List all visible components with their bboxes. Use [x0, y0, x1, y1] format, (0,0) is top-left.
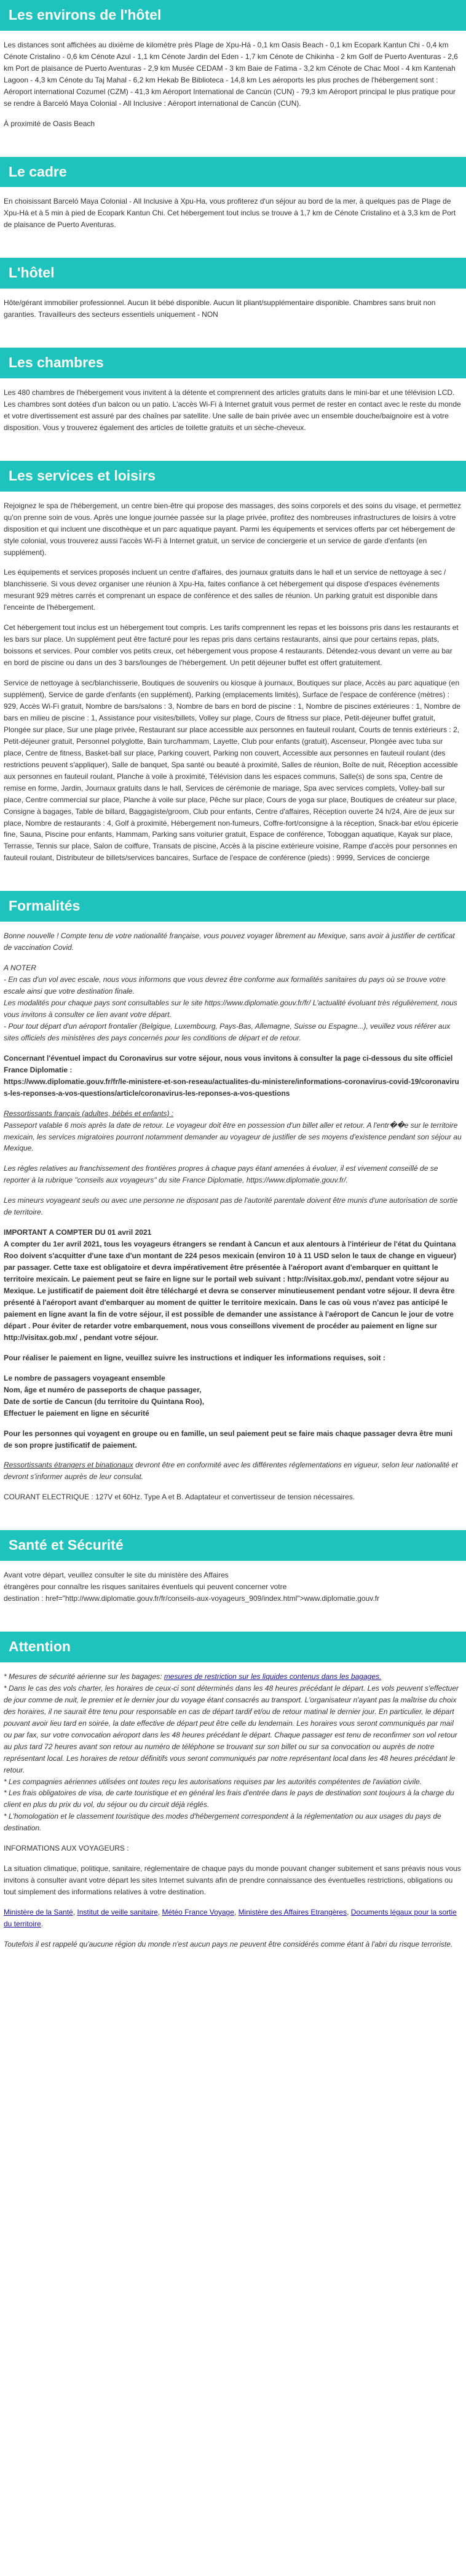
link-separator: ,	[73, 1908, 77, 1917]
link-end: .	[41, 1920, 44, 1929]
section-title-hotel: L'hôtel	[0, 258, 466, 289]
affaires-etrangeres-link[interactable]: Ministère des Affaires Etrangères	[238, 1908, 347, 1917]
section-title-services: Les services et loisirs	[0, 461, 466, 492]
environs-nearby: À proximité de Oasis Beach	[4, 119, 95, 128]
section-formalites	[0, 891, 466, 1503]
section-attention	[0, 1632, 466, 1950]
attention-charter: * Dans le cas des vols charter, les horaires de ceux-ci sont déterminés dans les 48 heures précédant le départ. Les vols peuvent s'effectuer de jour comme de nuit, le premier et le dernier jour du voyage étant consacrés au transport. L'organisateur n'ayant pas la maîtrise du choix des horaires, il ne saurait être tenu pour responsable en cas de départ tardif et/ou de retour matinal le dernier jour. En particulier, le départ pouvant avoir lieu tard en soirée, la date effective de départ peut être celle du lendemain. Les horaires vous seront communiqués par mail ou par fax, sur votre convocation aéroport dans les 48 heures précédant le départ. Chaque passager est tenu de reconfirmer son vol retour au plus tard 72 heures avant son retour au numéro de téléphone se trouvant sur son billet ou sur sa convocation ou auprès de notre représentant local. Les horaires de retour définitifs vous seront communiqués par notre représentant local dans les 48 heures précédant le retour.	[4, 1683, 459, 1774]
link-separator: ,	[157, 1908, 162, 1917]
documents-legaux-link[interactable]: Documents légaux pour la sortie du territoire	[4, 1908, 457, 1929]
attention-classification: * L'homologation et le classement touristique des modes d'hébergement correspondent à la réglementation ou aux usages du pays de destination.	[4, 1812, 441, 1833]
section-chambres	[0, 348, 466, 434]
section-title-cadre: Le cadre	[0, 157, 466, 188]
meteo-france-link[interactable]: Météo France Voyage	[162, 1908, 234, 1917]
services-spa: Rejoignez le spa de l'hébergement, un centre bien-être qui propose des massages, des soins corporels et des soins du visage, et permettez qu'on prenne soin de vous. Après une longue journée passée sur la plage privée, profitez des nombreuses infrastructures de loisirs à votre disposition et qui incluent une discothèque et un parc aquatique payant. Parmi les équipements et services offerts par cet hébergement de style colonial, vous trouverez aussi l'accès Wi-Fi à Internet gratuit, un service de conciergerie et un service de garde d'enfants (en supplément).	[4, 501, 462, 557]
formalites-coronavirus: Concernant l'éventuel impact du Coronavirus sur votre séjour, nous vous invitons à consulter la page ci-dessous du site officiel France Diplomatie :	[4, 1053, 453, 1074]
hotel-text: Hôte/gérant immobilier professionnel. Aucun lit bébé disponible. Aucun lit pliant/supplémentaire disponible. Chambres sans bruit non garanties. Travailleurs des secteurs essentiels uniquement - NON	[4, 298, 436, 319]
attention-links	[4, 1907, 462, 1930]
formalites-nationals-heading: Ressortissants français (adultes, bébés et enfants) :	[4, 1109, 174, 1118]
formalites-payment-intro: Pour réaliser le paiement en ligne, veuillez suivre les instructions et indiquer les informations requises, soit :	[4, 1353, 385, 1362]
section-title-sante: Santé et Sécurité	[0, 1530, 466, 1561]
link-separator: ,	[347, 1908, 351, 1917]
formalites-foreigners-label: Ressortissants étrangers et binationaux	[4, 1461, 133, 1470]
veille-sanitaire-link[interactable]: Institut de veille sanitaire	[77, 1908, 158, 1917]
attention-baggage	[4, 1671, 462, 1683]
formalites-note-escale: - En cas d'un vol avec escale, nous vous informons que vous devrez être conforme aux formalités sanitaires du pays où se trouve votre escale ainsi que votre destination finale.	[4, 975, 446, 996]
attention-info-text: La situation climatique, politique, sanitaire, réglementaire de chaque pays du monde pouvant changer subitement et sans préavis nous vous invitons à consulter avant votre départ les sites Internet suivants afin de prendre connaissance des éventuelles restrictions, obligations ou tout simplement des informations relatives à votre destination.	[4, 1864, 461, 1897]
services-amenities-list: Service de nettoyage à sec/blanchisserie, Boutiques de souvenirs ou kiosque à journaux, Boutiques sur place, Accès au parc aquatique (en supplément), Service de garde d'enfants (en supplément), Parking (emplacements limités), Surface de l'espace de conférence (mètres) : 929, Accès Wi-Fi gratuit, Nombre de bars/salons : 3, Nombre de bars en bord de piscine : 1, Nombre de piscines extérieures : 1, Nombre de bars en milieu de piscine : 1, Assistance pour visites/billets, Volley sur plage, Cours de fitness sur place, Petit-déjeuner buffet gratuit, Plongée sur place, Sur une plage privée, Restaurant sur place accessible aux personnes en fauteuil roulant, Courts de tennis extérieurs : 2, Petit-déjeuner gratuit, Personnel polyglotte, Bain turc/hammam, Layette, Club pour enfants (gratuit), Ascenseur, Plongée avec tuba sur place, Centre de fitness, Basket-ball sur place, Parking couvert, Parking non couvert, Accessible aux personnes en fauteuil roulant (des restrictions peuvent s'appliquer), Salle de banquet, Spa santé ou beauté à proximité, Salles de réunion, Boîte de nuit, Réception accessible aux personnes en fauteuil roulant, Planche à voile à proximité, Télévision dans les espaces communs, Salle(s) de sons spa, Centre de remise en forme, Jardin, Journaux gratuits dans le hall, Services de cérémonie de mariage, Spa avec services complets, Volley-ball sur place, Centre commercial sur place, Planche à voile sur place, Pêche sur place, Cours de yoga sur place, Boutiques de créateur sur place, Consigne à bagages, Table de billard, Baggagiste/groom, Club pour enfants, Centre d'affaires, Réception ouverte 24 h/24, Aire de jeux sur place, Nombre de restaurants : 4, Golf à proximité, Hébergement non-fumeurs, Coffre-fort/consigne à la réception, Snack-bar et/ou épicerie fine, Sauna, Piscine pour enfants, Hammam, Parking sans voiturier gratuit, Espace de conférence, Toboggan aquatique, Kayak sur place, Terrasse, Tennis sur place, Salon de coiffure, Transats de piscine, Accès à la piscine extérieure voisine, Rampe d'accès pour personnes en fauteuil roulant, Distributeur de billets/services bancaires, Surface de l'espace de conférence (pieds) : 9999, Services de concierge	[4, 679, 461, 863]
attention-info-heading: INFORMATIONS AUX VOYAGEURS :	[4, 1844, 129, 1853]
formalites-minors: Les mineurs voyageant seuls ou avec une personne ne disposant pas de l'autorité parentale doivent être munis d'une autorisation de sortie de territoire.	[4, 1196, 458, 1217]
section-title-formalites: Formalités	[0, 891, 466, 922]
formalites-electricity: COURANT ELECTRIQUE : 127V et 60Hz. Type A et B. Adaptateur et convertisseur de tension nécessaires.	[4, 1493, 355, 1502]
services-all-inclusive: Cet hébergement tout inclus est un hébergement tout compris. Les tarifs comprennent les repas et les boissons pris dans les restaurants et les bars sur place. Un supplément peut être facturé pour les repas pris dans certains restaurants, ainsi que pour certains repas, plats, boissons et services. Pour combler vos petits creux, cet hébergement vous propose 4 restaurants. Détendez-vous devant un verre au bar en bord de piscine ou dans un des 3 bars/lounges de l'hébergement. Un petit déjeuner buffet est offert gratuitement.	[4, 623, 459, 668]
link-separator: ,	[234, 1908, 239, 1917]
formalites-note-frontalier: - Pour tout départ d'un aéroport frontalier (Belgique, Luxembourg, Pays-Bas, Allemagne, Suisse ou Espagne...), veuillez vous référer aux sites officiels des ministères des pays concernés pour les conditions de départ et de retour.	[4, 1021, 451, 1042]
section-sante	[0, 1530, 466, 1605]
formalites-foreigners-text: devront être en conformité avec les différentes réglementations en vigueur, selon leur nationalité et devront s'informer auprès de leur consulat.	[4, 1461, 458, 1481]
attention-terrorism: Toutefois il est rappelé qu'aucune région du monde n'est aucun pays ne peuvent être considérés comme étant à l'abri du risque terroriste.	[4, 1940, 453, 1949]
formalites-foreigners	[4, 1459, 462, 1483]
formalites-group-payment: Pour les personnes qui voyagent en groupe ou en famille, un seul paiement peut se faire mais chaque passager devra être muni de son propre justificatif de paiement.	[4, 1429, 453, 1449]
sante-text: Avant votre départ, veuillez consulter le site du ministère des Affaires étrangères pour connaître les risques sanitaires éventuels qui peuvent concerner votre destination : href="http://www.diplomatie.gouv.fr/fr/conseils-aux-voyageurs_909/index.html">www.diplomatie.gouv.fr	[4, 1571, 380, 1603]
services-business: Les équipements et services proposés incluent un centre d'affaires, des journaux gratuits dans le hall et un service de nettoyage à sec / blanchisserie. Si vous devez organiser une réunion à Xpu-Ha, faites confiance à cet hébergement qui dispose d'espaces événements mesurant 929 mètres carrés et comprenant un espace de conférence et des salles de réunion. Un parking gratuit est disponible dans l'enceinte de l'hébergement.	[4, 568, 446, 612]
section-title-environs: Les environs de l'hôtel	[0, 0, 466, 31]
ministere-sante-link[interactable]: Ministère de la Santé	[4, 1908, 73, 1917]
formalites-note-heading: A NOTER	[4, 963, 36, 973]
formalites-visitax: IMPORTANT A COMPTER DU 01 avril 2021 A compter du 1er avril 2021, tous les voyageurs étrangers se rendant à Cancun et aux alentours à l'intérieur de l'état du Quintana Roo doivent s'acquitter d'une taxe d'un montant de 224 pesos mexicain (environ 10 à 11 USD selon le taux de change en vigueur) par passager. Cette taxe est obligatoire et devra impérativement être présentée à l'aéroport avant d'embarquer en quittant le territoire mexicain. Le paiement peut se faire en ligne sur le portail web suivant : http://visitax.gob.mx/, pendant votre séjour au Mexique. Le justificatif de paiement doit être téléchargé et devra se conserver minutieusement pendant votre séjour. Il devra être présenté à l'aéroport avant d'embarquer au moment de quitter le territoire mexicain. Dans le cas où vous n'avez pas anticipé le paiement en ligne avant la fin de votre séjour, il est possible de demander une assistance à l'aéroport de Cancun le jour de votre départ . Pour éviter de retarder votre embarquement, nous vous conseillons vivement de procéder au paiement en ligne sur http://visitax.gob.mx/ , pendant votre séjour.	[4, 1228, 457, 1342]
formalites-passport: Passeport valable 6 mois après la date de retour. Le voyageur doit être en possession d'un billet aller et retour. A l'entr��e sur le territoire mexicain, les services migratoires pourront notamment demander au voyageur de justifier de ses moyens d'existence pendant son séjour au Mexique.	[4, 1120, 462, 1153]
section-hotel	[0, 258, 466, 321]
section-services	[0, 461, 466, 864]
liquids-restriction-link[interactable]: mesures de restriction sur les liquides contenus dans les bagages.	[164, 1672, 382, 1681]
formalites-payment-steps: Le nombre de passagers voyageant ensemble Nom, âge et numéro de passeports de chaque passager, Date de sortie de Cancun (du territoire du Quintana Roo), Effectuer le paiement en ligne en sécurité	[4, 1373, 205, 1418]
formalites-note-modalites: Les modalités pour chaque pays sont consultables sur le site https://www.diplomatie.gouv.fr/fr/ L'actualité évoluant très régulièrement, nous vous invitons à consulter ce lien avant votre départ.	[4, 999, 457, 1019]
cadre-text: En choisissant Barceló Maya Colonial - All Inclusive à Xpu-Ha, vous profiterez d'un séjour au bord de la mer, à quelques pas de Plage de Xpu-Há et à 5 min à pied de Ecopark Kantun Chi. Cet hébergement tout inclus se trouve à 1,7 km de Cénote Cristalino et à 3,3 km de Port de plaisance de Puerto Aventuras.	[4, 197, 456, 229]
section-environs	[0, 0, 466, 130]
section-title-chambres: Les chambres	[0, 348, 466, 378]
section-cadre	[0, 157, 466, 231]
formalites-good-news: Bonne nouvelle ! Compte tenu de votre nationalité française, vous pouvez voyager librement au Mexique, sans avoir à justifier de certificat de vaccination Covid.	[4, 931, 455, 952]
chambres-text: Les 480 chambres de l'hébergement vous invitent à la détente et comprennent des articles gratuits dans le mini-bar et une télévision LCD. Les chambres sont dotées d'un balcon ou un patio. L'accès Wi-Fi à Internet gratuit vous permet de rester en contact avec le reste du monde et votre divertissement est assuré par des chaînes par satellite. Une salle de bain privée avec un ensemble douche/baignoire est à votre disposition. Vous y trouverez également des articles de toilette gratuits et un sèche-cheveux.	[4, 388, 461, 432]
attention-fees: * Les frais obligatoires de visa, de carte touristique et en général les frais d'entrée dans le pays de destination sont toujours à la charge du client en plus du prix du vol, du séjour ou du circuit déjà réglés.	[4, 1788, 454, 1809]
attention-baggage-label: * Mesures de sécurité aérienne sur les bagages:	[4, 1672, 164, 1681]
attention-airlines: * Les compagnies aériennes utilisées ont toutes reçu les autorisations requises par les autorités compétentes de l'aviation civile.	[4, 1777, 422, 1786]
formalites-rules: Les règles relatives au franchissement des frontières propres à chaque pays étant amenées à évoluer, il est vivement conseillé de se reporter à la rubrique "conseils aux voyageurs" du site France Diplomatie, https://www.diplomatie.gouv.fr/.	[4, 1164, 438, 1185]
formalites-coronavirus-link: https://www.diplomatie.gouv.fr/fr/le-ministere-et-son-reseau/actualites-du-ministere/informations-coronavirus-covid-19/coronavirus-les-reponses-a-vos-questions/article/coronavirus-les-reponses-a-vos-questions	[4, 1077, 459, 1098]
environs-distances: Les distances sont affichées au dixième de kilomètre près Plage de Xpu-Há - 0,1 km Oasis Beach - 0,1 km Ecopark Kantun Chi - 0,4 km Cénote Cristalino - 0,6 km Cénote Azul - 1,1 km Cénote Jardin del Eden - 1,7 km Cénote de Chikinha - 2 km Golf de Puerto Aventuras - 2,6 km Port de plaisance de Puerto Aventuras - 2,9 km Musée CEDAM - 3 km Baie de Fatima - 3,2 km Cénote de Chac Mool - 4 km Kantenah Lagoon - 4,3 km Cénote du Taj Mahal - 6,2 km Hekab Be Biblioteca - 14,8 km Les aéroports les plus proches de l'hébergement sont : Aéroport international Cozumel (CZM) - 41,3 km Aéroport International de Cancún (CUN) - 79,3 km Aéroport principal le plus pratique pour se rendre à Barceló Maya Colonial - All Inclusive : Aéroport international de Cancún (CUN).	[4, 40, 458, 108]
section-title-attention: Attention	[0, 1632, 466, 1662]
